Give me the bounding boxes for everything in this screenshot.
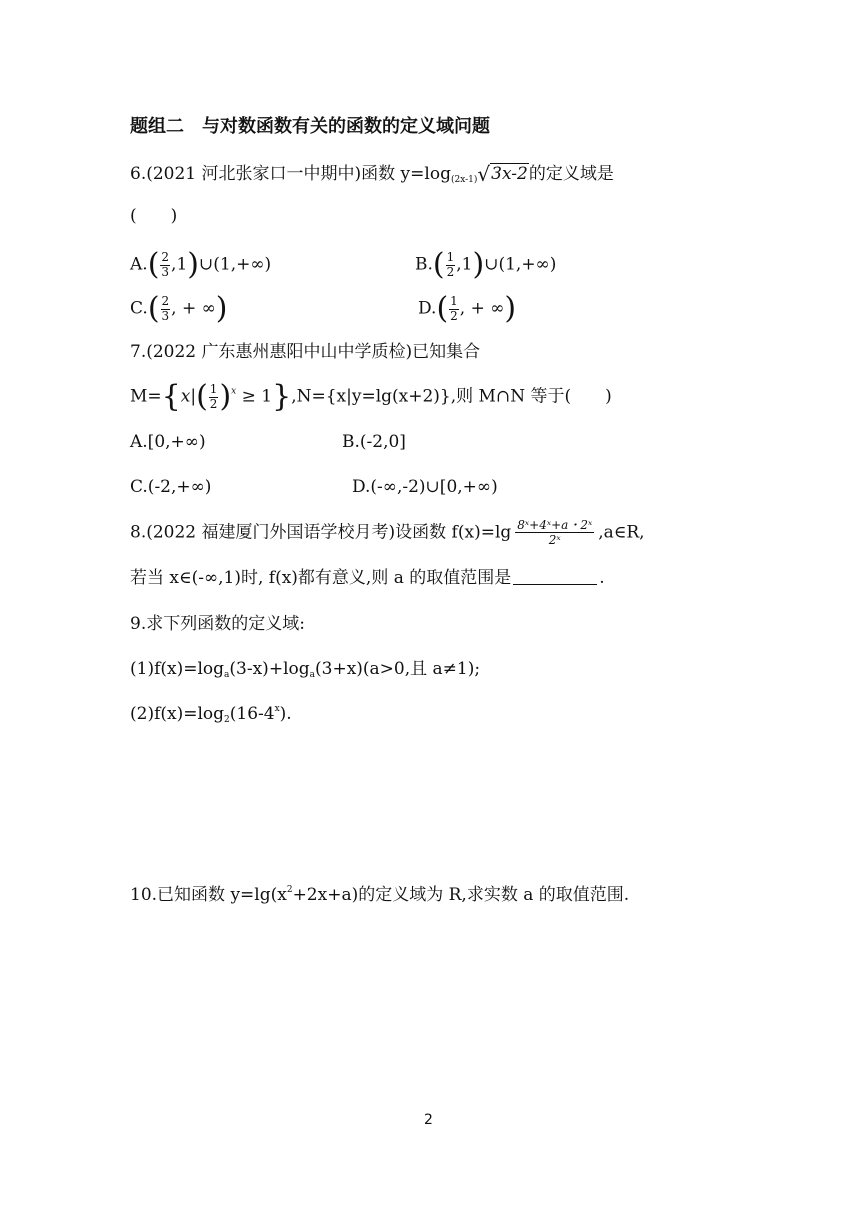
- q8-answer-blank[interactable]: [513, 570, 597, 585]
- q6-prefix: 6.(2021 河北张家口一中期中)函数 y=log: [130, 164, 451, 184]
- q6-c-rest: , + ∞: [171, 298, 216, 319]
- q7-m-frac: [209, 383, 219, 410]
- q7-option-a: A.[0,+∞): [130, 432, 206, 452]
- q7-option-c: C.(-2,+∞): [130, 477, 212, 497]
- q6-log-base: (2x-1): [450, 175, 478, 185]
- q8-prefix: 8.(2022 福建厦门外国语学校月考)设函数 f(x)=lg: [130, 522, 512, 543]
- q8-denominator: 2ˣ: [548, 533, 561, 548]
- q9-p2-base: 2: [224, 715, 230, 725]
- q6-b-den: 2: [446, 264, 455, 279]
- q9-p1-a: (1)f(x)=log: [130, 659, 225, 679]
- q6-b-num: 1: [446, 250, 455, 265]
- q7-m-den: 2: [209, 396, 218, 411]
- page-number: 2: [424, 1112, 433, 1128]
- q9-part-2: [130, 705, 292, 725]
- q6-a-tail: ∪(1,+∞): [199, 254, 272, 275]
- q10-a: 10.已知函数 y=lg(x: [130, 885, 287, 905]
- q6-option-b: B.( $\frac{1}{2}$ ,1)∪(1,+∞): [415, 247, 557, 282]
- q10-b: +2x+a)的定义域为 R,求实数 a 的取值范围.: [292, 885, 630, 905]
- question-6-stem: [130, 164, 614, 185]
- q6-b-tail: ∪(1,+∞): [484, 254, 557, 275]
- q9-p1-b: (3-x)+log: [229, 659, 310, 679]
- question-10-stem: [130, 886, 629, 904]
- q9-p1-c: (3+x)(a>0,且 a≠1);: [315, 659, 481, 679]
- q7-m-exp: x: [231, 386, 237, 397]
- question-8-stem: [130, 518, 645, 548]
- q6-d-rest: , + ∞: [459, 298, 505, 319]
- q6-c-num: 2: [161, 294, 170, 309]
- q6-suffix: 的定义域是: [528, 164, 614, 184]
- q6-option-d: D.( $\frac{1}{2}$ , + ∞): [418, 291, 517, 326]
- q6-d-frac: [449, 295, 459, 322]
- q6-radicand: 3x-2: [491, 164, 528, 184]
- q6-c-den: 3: [161, 308, 170, 323]
- q9-p1-base2: a: [309, 670, 315, 680]
- q9-p2-a: (2)f(x)=log: [130, 704, 225, 724]
- q7-m-x: x: [180, 386, 191, 407]
- q7-option-d: D.(-∞,-2)∪[0,+∞): [352, 477, 498, 497]
- q7-m-suffix: ,N={x|y=lg(x+2)},则 M∩N 等于( ): [291, 386, 612, 407]
- q9-p1-base1: a: [224, 670, 230, 680]
- q8-line2-prefix: 若当 x∈(-∞,1)时, f(x)都有意义,则 a 的取值范围是: [130, 568, 512, 588]
- q6-sqrt: √3x-2: [477, 162, 528, 186]
- q8-suffix: ,a∈R,: [598, 522, 645, 543]
- q7-m-prefix: M=: [130, 386, 162, 407]
- q6-d-label: D.: [418, 298, 437, 319]
- q8-fraction: [515, 518, 594, 548]
- q6-answer-paren: ( ): [130, 206, 178, 226]
- q9-part-1: [130, 661, 480, 680]
- q7-m-num: 1: [209, 382, 218, 397]
- q6-b-rest: ,1: [456, 254, 473, 275]
- q6-c-label: C.: [130, 298, 148, 319]
- q6-a-rest: ,1: [171, 254, 188, 275]
- q6-option-c: C.( $\frac{2}{3}$ , + ∞): [130, 291, 228, 326]
- q10-exp: 2: [286, 885, 293, 895]
- q8-numerator: 8ˣ+4ˣ+a・2ˣ: [517, 518, 593, 532]
- question-9-title: 9.求下列函数的定义域:: [130, 614, 305, 634]
- q6-a-label: A.: [130, 254, 148, 275]
- q6-a-frac: [160, 251, 170, 278]
- q6-b-label: B.: [415, 254, 433, 275]
- section-title: 题组二 与对数函数有关的函数的定义域问题: [130, 116, 490, 137]
- q9-p2-exp: x: [274, 704, 280, 714]
- q6-d-den: 2: [450, 308, 458, 323]
- q6-a-num: 2: [161, 250, 170, 265]
- q8-line2-suffix: .: [599, 568, 605, 588]
- q6-d-num: 1: [450, 294, 458, 309]
- q6-option-a: A.( $\frac{2}{3}$ ,1)∪(1,+∞): [130, 247, 272, 282]
- q8-line-2: [130, 570, 605, 587]
- q9-p2-b: (16-4: [229, 704, 275, 724]
- q6-a-den: 3: [161, 264, 170, 279]
- q7-set-definition: M={x|( $\frac{1}{2}$ )$^x$ ≥ 1},N={x|y=lg(x+2)},则 M∩N 等于( ): [130, 379, 612, 414]
- q6-b-frac: [446, 251, 456, 278]
- q7-m-ge: ≥ 1: [241, 386, 273, 407]
- q6-c-frac: [161, 295, 171, 322]
- q7-option-b: B.(-2,0]: [342, 432, 406, 452]
- q7-m-bar: |: [190, 386, 197, 407]
- q9-p2-c: ).: [279, 704, 292, 724]
- question-7-stem: 7.(2022 广东惠州惠阳中山中学质检)已知集合: [130, 342, 481, 362]
